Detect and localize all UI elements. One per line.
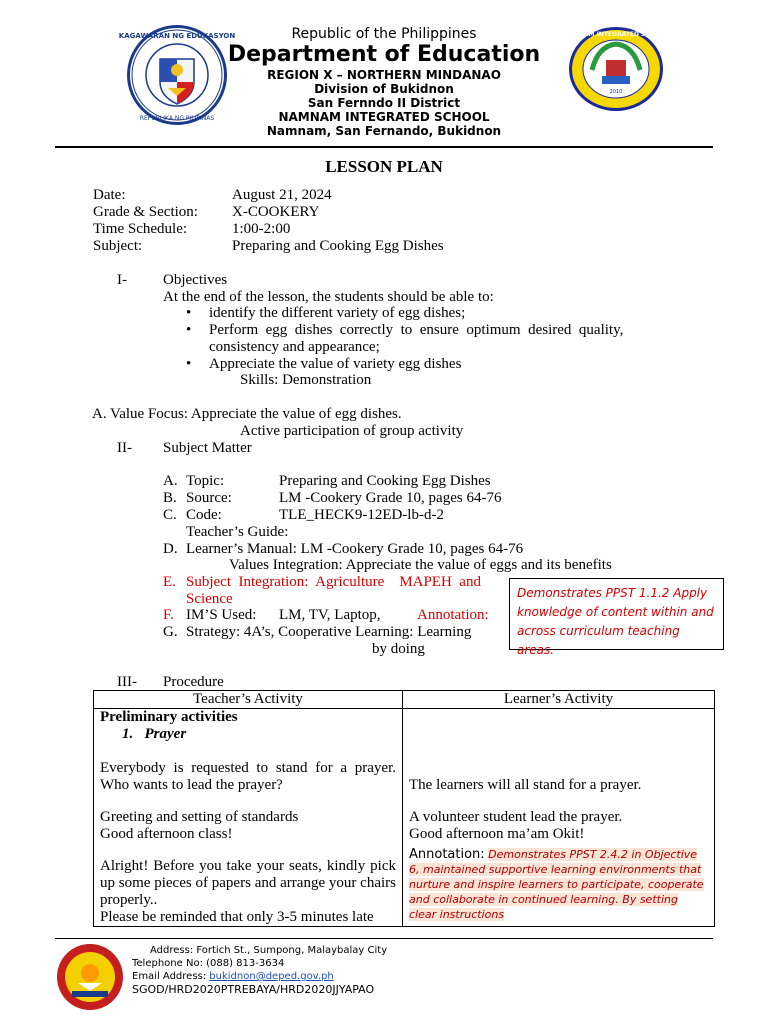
teacher-instructions: Alright! Before you take your seats, kindly pick up some pieces of papers and arrange your chairs properly.. xyxy=(100,858,396,908)
annotation-text: Demonstrates PPST 1.1.2 Apply knowledge of content within and across curriculum teaching areas. xyxy=(517,586,714,657)
teacher-prayer-text: Everybody is requested to stand for a prayer. Who wants to lead the prayer? xyxy=(100,760,396,793)
prayer-heading xyxy=(100,726,396,743)
preliminary-heading: Preliminary activities xyxy=(100,709,238,725)
strategy-cont: by doing xyxy=(372,641,425,657)
grade-value: X-COOKERY xyxy=(232,204,320,220)
code-label: Code: xyxy=(186,507,222,523)
page-title: LESSON PLAN xyxy=(325,157,443,176)
footer-email-row xyxy=(132,970,334,983)
learner-annotation xyxy=(409,847,708,922)
header-divider xyxy=(55,146,713,148)
date-label: Date: xyxy=(93,187,126,203)
item-letter: D. xyxy=(163,541,178,557)
header-location: Namnam, San Fernando, Bukidnon xyxy=(266,124,502,138)
learner-annotation-label: Annotation: xyxy=(409,847,485,862)
procedure-number: III- xyxy=(117,674,137,690)
subject-integration: Subject Integration: Agriculture MAPEH and xyxy=(186,574,481,590)
teachers-guide: Teacher’s Guide: xyxy=(186,524,289,540)
learner-volunteer: A volunteer student lead the prayer. xyxy=(409,809,623,825)
annotation-box xyxy=(509,578,724,657)
learner-greeting: Good afternoon ma’am Okit! xyxy=(409,826,585,842)
grade-label: Grade & Section: xyxy=(93,204,198,220)
bullet-dot: • xyxy=(186,322,192,338)
svg-text:NAMNAM INTEGRATED SCHOOL: NAMNAM INTEGRATED SCHOOL xyxy=(563,31,669,38)
learner-activity-cell xyxy=(403,709,715,927)
footer-address: Address: Fortich St., Sumpong, Malaybalay City xyxy=(150,945,388,956)
footer-deped-logo xyxy=(56,943,124,1011)
skills-text: Skills: Demonstration xyxy=(240,372,372,388)
table-row xyxy=(94,709,715,927)
learner-annotation-text: Demonstrates PPST 2.4.2 in Objective 6, maintained supportive learning environments that nurture and inspire learners to participate, cooperate and collaborate in continued learning. By setting clear instructions xyxy=(409,848,704,921)
code-value: TLE_HECK9-12ED-lb-d-2 xyxy=(279,507,444,523)
objective-item: identify the different variety of egg dishes; xyxy=(209,305,466,321)
objectives-intro: At the end of the lesson, the students should be able to: xyxy=(163,289,494,305)
header-division: Division of Bukidnon xyxy=(314,82,454,96)
footer-email-label: Email Address: xyxy=(132,971,210,982)
teacher-activity-cell xyxy=(94,709,403,927)
header-school: NAMNAM INTEGRATED SCHOOL xyxy=(278,110,490,124)
subject-matter-number: II- xyxy=(117,440,132,456)
prayer-number: 1. xyxy=(122,726,134,742)
learner-prayer-response: The learners will all stand for a prayer. xyxy=(409,777,642,793)
teacher-greeting: Good afternoon class! xyxy=(100,826,233,842)
teacher-greeting-heading: Greeting and setting of standards xyxy=(100,809,299,825)
footer-code: SGOD/HRD2020PTREBAYA/HRD2020JJYAPAO xyxy=(132,983,375,996)
item-letter: G. xyxy=(163,624,178,640)
subject-matter-heading: Subject Matter xyxy=(163,440,252,456)
column-header-learner: Learner’s Activity xyxy=(403,691,715,709)
table-header-row xyxy=(94,691,715,709)
item-letter: E. xyxy=(163,574,176,590)
subject-label: Subject: xyxy=(93,238,143,254)
source-label: Source: xyxy=(186,490,232,506)
procedure-heading: Procedure xyxy=(163,674,224,690)
topic-label: Topic: xyxy=(186,473,225,489)
footer-email-link[interactable]: bukidnon@deped.gov.ph xyxy=(209,971,334,982)
procedure-table xyxy=(93,690,715,927)
svg-text:REPUBLIKA NG PILIPINAS: REPUBLIKA NG PILIPINAS xyxy=(139,115,215,122)
item-letter: A. xyxy=(163,473,178,489)
source-value: LM -Cookery Grade 10, pages 64-76 xyxy=(279,490,502,506)
header-region: REGION X – NORTHERN MINDANAO xyxy=(267,68,501,82)
footer-divider xyxy=(55,938,713,939)
topic-value: Preparing and Cooking Egg Dishes xyxy=(279,473,491,489)
ims-annotation: Annotation: xyxy=(417,607,489,623)
learners-manual: Learner’s Manual: LM -Cookery Grade 10, pages 64-76 xyxy=(186,541,524,557)
header-department: Department of Education xyxy=(227,42,541,67)
bullet-dot: • xyxy=(186,356,192,372)
svg-text:KAGAWARAN NG EDUKASYON: KAGAWARAN NG EDUKASYON xyxy=(118,32,236,40)
objective-item: Appreciate the value of variety egg dishes xyxy=(209,356,462,372)
objective-item-cont: consistency and appearance; xyxy=(209,339,380,355)
item-letter: B. xyxy=(163,490,177,506)
ims-label: IM’S Used: xyxy=(186,607,257,623)
bullet-dot: • xyxy=(186,305,192,321)
footer-telephone: Telephone No: (088) 813-3634 xyxy=(132,958,285,969)
objectives-number: I- xyxy=(117,272,127,288)
subject-value: Preparing and Cooking Egg Dishes xyxy=(232,238,444,254)
prayer-label: Prayer xyxy=(144,726,187,742)
item-letter: F. xyxy=(163,607,174,623)
values-integration: Values Integration: Appreciate the value of eggs and its benefits xyxy=(229,557,612,573)
objective-item: Perform egg dishes correctly to ensure optimum desired quality, xyxy=(209,322,624,338)
date-value: August 21, 2024 xyxy=(232,187,332,203)
time-value: 1:00-2:00 xyxy=(232,221,291,237)
column-header-teacher: Teacher’s Activity xyxy=(94,691,403,709)
objectives-heading: Objectives xyxy=(163,272,228,288)
value-focus-cont: Active participation of group activity xyxy=(240,423,464,439)
value-focus: A. Value Focus: Appreciate the value of egg dishes. xyxy=(92,406,402,422)
time-label: Time Schedule: xyxy=(93,221,188,237)
item-letter: C. xyxy=(163,507,177,523)
school-seal xyxy=(563,26,669,112)
svg-text:2010: 2010 xyxy=(609,89,623,95)
ims-value: LM, TV, Laptop, xyxy=(279,607,381,623)
header-republic: Republic of the Philippines xyxy=(291,26,477,42)
teacher-reminder: Please be reminded that only 3-5 minutes late xyxy=(100,909,374,925)
header-district: San Fernndo II District xyxy=(307,96,461,110)
strategy: Strategy: 4A’s, Cooperative Learning: Learning xyxy=(186,624,472,640)
subject-integration-cont: Science xyxy=(186,591,233,607)
